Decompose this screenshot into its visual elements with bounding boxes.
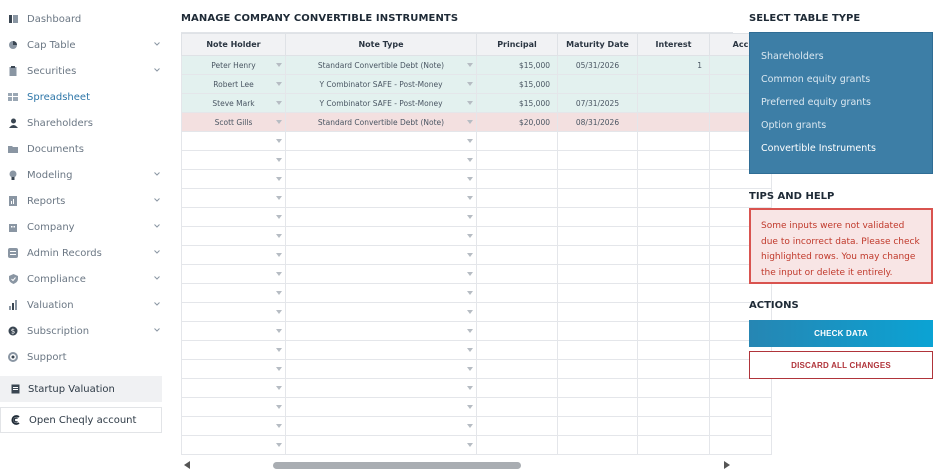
interest-cell[interactable]	[638, 75, 710, 94]
principal-cell-value: $15,000	[518, 79, 550, 89]
dropdown-arrow-icon[interactable]	[467, 177, 473, 181]
note-holder-cell[interactable]	[182, 132, 286, 151]
maturity-date-cell[interactable]	[558, 322, 638, 341]
sidebar-item-label: Valuation	[27, 299, 74, 311]
maturity-date-cell[interactable]	[558, 436, 638, 455]
principal-cell[interactable]	[477, 303, 558, 322]
sidebar-item-label: Documents	[27, 143, 85, 155]
sidebar-item-valuation[interactable]	[0, 292, 165, 318]
sidebar-item-label: Modeling	[27, 169, 73, 181]
principal-cell[interactable]	[477, 379, 558, 398]
note-holder-cell-value: Steve Mark	[212, 98, 255, 108]
folder-icon	[8, 144, 18, 154]
chevron-down-icon[interactable]	[153, 170, 161, 178]
sidebar-item-label: Support	[27, 351, 67, 363]
note-type-cell[interactable]	[286, 303, 477, 322]
sidebar-item-label: Securities	[27, 65, 77, 77]
sidebar-item-company[interactable]	[0, 214, 165, 240]
note-holder-cell-value: Scott Gills	[214, 117, 253, 127]
note-holder-cell[interactable]	[182, 379, 286, 398]
interest-cell[interactable]	[638, 189, 710, 208]
note-type-cell[interactable]	[286, 113, 477, 132]
empty-row[interactable]	[182, 227, 772, 246]
chevron-down-icon[interactable]	[153, 274, 161, 282]
empty-row[interactable]	[182, 284, 772, 303]
principal-cell[interactable]	[477, 417, 558, 436]
interest-cell[interactable]	[638, 417, 710, 436]
principal-cell-value: $15,000	[518, 60, 550, 70]
note-holder-cell[interactable]	[182, 436, 286, 455]
building-icon	[8, 222, 18, 232]
interest-cell[interactable]	[638, 94, 710, 113]
chevron-down-icon[interactable]	[153, 300, 161, 308]
column-header[interactable]: Interest	[638, 34, 710, 56]
maturity-date-cell[interactable]	[558, 227, 638, 246]
empty-row[interactable]	[182, 246, 772, 265]
principal-cell-value: $20,000	[518, 117, 550, 127]
principal-cell[interactable]	[477, 151, 558, 170]
dropdown-arrow-icon[interactable]	[467, 405, 473, 409]
startup-valuation-button[interactable]	[0, 376, 162, 402]
interest-cell[interactable]	[638, 113, 710, 132]
note-type-cell[interactable]	[286, 208, 477, 227]
table-row[interactable]	[182, 75, 772, 94]
principal-cell[interactable]	[477, 284, 558, 303]
maturity-date-cell[interactable]	[558, 56, 638, 75]
note-type-cell[interactable]	[286, 246, 477, 265]
acc-cell[interactable]	[710, 417, 772, 436]
sidebar-item-label: Reports	[27, 195, 66, 207]
interest-cell[interactable]	[638, 436, 710, 455]
dropdown-arrow-icon[interactable]	[467, 234, 473, 238]
note-type-cell-value: Y Combinator SAFE - Post-Money	[319, 79, 443, 89]
empty-row[interactable]	[182, 151, 772, 170]
dropdown-arrow-icon[interactable]	[276, 329, 282, 333]
maturity-date-cell[interactable]	[558, 113, 638, 132]
interest-cell[interactable]	[638, 341, 710, 360]
dropdown-arrow-icon[interactable]	[467, 386, 473, 390]
maturity-date-cell[interactable]	[558, 417, 638, 436]
shield-check-icon	[8, 274, 18, 284]
dropdown-arrow-icon[interactable]	[467, 215, 473, 219]
principal-cell[interactable]	[477, 113, 558, 132]
note-type-cell[interactable]	[286, 265, 477, 284]
interest-cell-value: 1	[697, 60, 702, 70]
note-type-cell[interactable]	[286, 379, 477, 398]
note-type-cell[interactable]	[286, 341, 477, 360]
pie-chart-icon	[8, 40, 18, 50]
note-holder-cell[interactable]	[182, 417, 286, 436]
note-type-cell[interactable]	[286, 417, 477, 436]
interest-cell[interactable]	[638, 56, 710, 75]
note-holder-cell[interactable]	[182, 75, 286, 94]
dropdown-arrow-icon[interactable]	[276, 424, 282, 428]
dropdown-arrow-icon[interactable]	[467, 310, 473, 314]
dropdown-arrow-icon[interactable]	[467, 329, 473, 333]
dropdown-arrow-icon[interactable]	[276, 367, 282, 371]
table-type-preferred-equity-grants[interactable]: Preferred equity grants	[761, 97, 871, 108]
sidebar-item-label: Compliance	[27, 273, 86, 285]
interest-cell[interactable]	[638, 246, 710, 265]
empty-row[interactable]	[182, 189, 772, 208]
sidebar-item-label: Spreadsheet	[27, 91, 90, 103]
note-type-cell[interactable]	[286, 94, 477, 113]
admin-icon	[8, 248, 18, 258]
dropdown-arrow-icon[interactable]	[276, 291, 282, 295]
interest-cell[interactable]	[638, 265, 710, 284]
tips-title: TIPS AND HELP	[749, 191, 835, 202]
column-header[interactable]: Maturity Date	[558, 34, 638, 56]
table-row[interactable]	[182, 56, 772, 75]
note-holder-cell[interactable]	[182, 398, 286, 417]
note-holder-cell[interactable]	[182, 284, 286, 303]
note-type-cell[interactable]	[286, 132, 477, 151]
note-holder-cell[interactable]	[182, 151, 286, 170]
maturity-date-cell-value: 05/31/2026	[575, 60, 620, 70]
note-type-cell[interactable]	[286, 284, 477, 303]
principal-cell[interactable]	[477, 208, 558, 227]
report-icon	[8, 196, 18, 206]
acc-cell[interactable]	[710, 398, 772, 417]
empty-row[interactable]	[182, 265, 772, 284]
dropdown-arrow-icon[interactable]	[276, 405, 282, 409]
interest-cell[interactable]	[638, 227, 710, 246]
interest-cell[interactable]	[638, 208, 710, 227]
note-type-cell[interactable]	[286, 56, 477, 75]
chevron-down-icon[interactable]	[153, 222, 161, 230]
horizontal-scrollbar[interactable]	[181, 459, 733, 471]
discard-all-changes-button[interactable]: DISCARD ALL CHANGES	[749, 351, 933, 379]
principal-cell[interactable]	[477, 94, 558, 113]
scroll-left-arrow-icon[interactable]	[184, 461, 190, 469]
dropdown-arrow-icon[interactable]	[467, 443, 473, 447]
note-type-cell[interactable]	[286, 75, 477, 94]
sidebar-item-securities[interactable]	[0, 58, 165, 84]
dropdown-arrow-icon[interactable]	[467, 291, 473, 295]
interest-cell[interactable]	[638, 322, 710, 341]
sidebar-item-support[interactable]	[0, 344, 165, 370]
sidebar-item-admin-records[interactable]	[0, 240, 165, 266]
principal-cell[interactable]	[477, 322, 558, 341]
table-type-option-grants[interactable]: Option grants	[761, 120, 827, 131]
note-holder-cell[interactable]	[182, 303, 286, 322]
column-header[interactable]: Note Type	[286, 34, 477, 56]
chevron-down-icon[interactable]	[153, 326, 161, 334]
note-holder-cell[interactable]	[182, 246, 286, 265]
dropdown-arrow-icon[interactable]	[467, 348, 473, 352]
principal-cell[interactable]	[477, 436, 558, 455]
principal-cell[interactable]	[477, 56, 558, 75]
table-type-convertible-instruments[interactable]: Convertible Instruments	[761, 143, 876, 154]
sidebar-item-shareholders[interactable]	[0, 110, 165, 136]
interest-cell[interactable]	[638, 379, 710, 398]
maturity-date-cell[interactable]	[558, 208, 638, 227]
note-holder-cell[interactable]	[182, 56, 286, 75]
dropdown-arrow-icon[interactable]	[276, 101, 282, 105]
interest-cell[interactable]	[638, 360, 710, 379]
empty-row[interactable]	[182, 436, 772, 455]
sidebar-item-reports[interactable]	[0, 188, 165, 214]
dropdown-arrow-icon[interactable]	[276, 139, 282, 143]
dropdown-arrow-icon[interactable]	[467, 272, 473, 276]
chevron-down-icon[interactable]	[153, 196, 161, 204]
actions-title: ACTIONS	[749, 300, 799, 311]
svg-text:$: $	[10, 327, 16, 336]
chevron-down-icon[interactable]	[153, 248, 161, 256]
person-icon	[8, 118, 18, 128]
dropdown-arrow-icon[interactable]	[276, 177, 282, 181]
chevron-down-icon[interactable]	[153, 40, 161, 48]
sidebar-item-subscription[interactable]	[0, 318, 165, 344]
note-holder-cell[interactable]	[182, 227, 286, 246]
dropdown-arrow-icon[interactable]	[467, 158, 473, 162]
scrollbar-thumb[interactable]	[273, 462, 521, 469]
check-data-button[interactable]: CHECK DATA	[749, 320, 933, 347]
dropdown-arrow-icon[interactable]	[276, 310, 282, 314]
note-holder-cell-value: Robert Lee	[213, 79, 254, 89]
interest-cell[interactable]	[638, 170, 710, 189]
note-holder-cell[interactable]	[182, 265, 286, 284]
maturity-date-cell[interactable]	[558, 284, 638, 303]
note-type-cell-value: Standard Convertible Debt (Note)	[317, 117, 445, 127]
maturity-date-cell[interactable]	[558, 341, 638, 360]
dropdown-arrow-icon[interactable]	[276, 272, 282, 276]
note-type-cell[interactable]	[286, 170, 477, 189]
empty-row[interactable]	[182, 170, 772, 189]
column-header[interactable]: Note Holder	[182, 34, 286, 56]
table-row[interactable]	[182, 113, 772, 132]
startup-valuation-label: Startup Valuation	[28, 383, 115, 395]
maturity-date-cell[interactable]	[558, 303, 638, 322]
note-type-cell[interactable]	[286, 398, 477, 417]
note-holder-cell[interactable]	[182, 322, 286, 341]
table-type-shareholders[interactable]: Shareholders	[761, 51, 824, 62]
dropdown-arrow-icon[interactable]	[276, 196, 282, 200]
principal-cell-value: $15,000	[518, 98, 550, 108]
open-cheqly-label: Open Cheqly account	[29, 414, 137, 426]
principal-cell[interactable]	[477, 341, 558, 360]
dropdown-arrow-icon[interactable]	[276, 234, 282, 238]
select-table-type-title: SELECT TABLE TYPE	[749, 13, 861, 24]
support-icon	[8, 352, 18, 362]
principal-cell[interactable]	[477, 75, 558, 94]
maturity-date-cell[interactable]	[558, 132, 638, 151]
note-type-cell[interactable]	[286, 151, 477, 170]
empty-row[interactable]	[182, 341, 772, 360]
dropdown-arrow-icon[interactable]	[276, 63, 282, 67]
spreadsheet-grid[interactable]	[181, 32, 749, 457]
sidebar-item-label: Subscription	[27, 325, 90, 337]
maturity-date-cell[interactable]	[558, 265, 638, 284]
note-holder-cell[interactable]	[182, 170, 286, 189]
table-type-list	[749, 32, 933, 174]
maturity-date-cell[interactable]	[558, 94, 638, 113]
column-header[interactable]: Acc	[710, 34, 772, 56]
principal-cell[interactable]	[477, 189, 558, 208]
empty-row[interactable]	[182, 322, 772, 341]
chevron-down-icon[interactable]	[153, 66, 161, 74]
spreadsheet-icon	[8, 92, 18, 102]
dropdown-arrow-icon[interactable]	[467, 101, 473, 105]
note-type-cell[interactable]	[286, 436, 477, 455]
dropdown-arrow-icon[interactable]	[276, 443, 282, 447]
sidebar	[0, 0, 165, 473]
note-holder-cell[interactable]	[182, 94, 286, 113]
scroll-right-arrow-icon[interactable]	[724, 461, 730, 469]
dropdown-arrow-icon[interactable]	[276, 158, 282, 162]
validation-error-message: Some inputs were not validated due to incorrect data. Please check highlighted rows. You may change the input or delete it entirely.	[749, 208, 933, 284]
empty-row[interactable]	[182, 417, 772, 436]
sidebar-item-documents[interactable]	[0, 136, 165, 162]
sidebar-item-modeling[interactable]	[0, 162, 165, 188]
page-title: MANAGE COMPANY CONVERTIBLE INSTRUMENTS	[181, 13, 459, 24]
sidebar-item-cap-table[interactable]	[0, 32, 165, 58]
open-cheqly-button[interactable]	[0, 407, 162, 433]
note-holder-cell[interactable]	[182, 360, 286, 379]
dropdown-arrow-icon[interactable]	[276, 253, 282, 257]
note-holder-cell-value: Peter Henry	[211, 60, 256, 70]
interest-cell[interactable]	[638, 284, 710, 303]
dropdown-arrow-icon[interactable]	[467, 120, 473, 124]
principal-cell[interactable]	[477, 132, 558, 151]
dropdown-arrow-icon[interactable]	[467, 424, 473, 428]
principal-cell[interactable]	[477, 265, 558, 284]
empty-row[interactable]	[182, 398, 772, 417]
column-header[interactable]: Principal	[477, 34, 558, 56]
acc-cell[interactable]	[710, 379, 772, 398]
principal-cell[interactable]	[477, 398, 558, 417]
empty-row[interactable]	[182, 132, 772, 151]
lightbulb-icon	[8, 170, 18, 180]
note-holder-cell[interactable]	[182, 208, 286, 227]
note-type-cell[interactable]	[286, 360, 477, 379]
dropdown-arrow-icon[interactable]	[467, 367, 473, 371]
dropdown-arrow-icon[interactable]	[467, 63, 473, 67]
sidebar-item-label: Shareholders	[27, 117, 93, 129]
dropdown-arrow-icon[interactable]	[276, 82, 282, 86]
sidebar-item-label: Dashboard	[27, 13, 82, 25]
acc-cell[interactable]	[710, 436, 772, 455]
empty-row[interactable]	[182, 360, 772, 379]
note-holder-cell[interactable]	[182, 189, 286, 208]
empty-row[interactable]	[182, 208, 772, 227]
maturity-date-cell-value: 08/31/2026	[575, 117, 620, 127]
sidebar-item-label: Company	[27, 221, 75, 233]
dropdown-arrow-icon[interactable]	[276, 120, 282, 124]
dropdown-arrow-icon[interactable]	[276, 348, 282, 352]
note-type-cell[interactable]	[286, 322, 477, 341]
note-holder-cell[interactable]	[182, 341, 286, 360]
sidebar-item-dashboard[interactable]	[0, 6, 165, 32]
dashboard-icon	[8, 14, 18, 24]
dropdown-arrow-icon[interactable]	[467, 139, 473, 143]
maturity-date-cell-value: 07/31/2025	[575, 98, 620, 108]
maturity-date-cell[interactable]	[558, 246, 638, 265]
dropdown-arrow-icon[interactable]	[467, 253, 473, 257]
sidebar-item-spreadsheet[interactable]	[0, 84, 165, 110]
maturity-date-cell[interactable]	[558, 189, 638, 208]
sidebar-item-label: Cap Table	[27, 39, 76, 51]
table-row[interactable]	[182, 94, 772, 113]
maturity-date-cell[interactable]	[558, 379, 638, 398]
cheqly-logo-icon	[11, 415, 21, 425]
note-type-cell-value: Standard Convertible Debt (Note)	[317, 60, 445, 70]
note-type-cell-value: Y Combinator SAFE - Post-Money	[319, 98, 443, 108]
valuation-icon	[8, 300, 18, 310]
interest-cell[interactable]	[638, 151, 710, 170]
principal-cell[interactable]	[477, 170, 558, 189]
document-icon	[10, 384, 20, 394]
principal-cell[interactable]	[477, 360, 558, 379]
sidebar-item-compliance[interactable]	[0, 266, 165, 292]
dropdown-arrow-icon[interactable]	[276, 386, 282, 390]
clipboard-icon	[8, 66, 18, 76]
interest-cell[interactable]	[638, 303, 710, 322]
table-type-common-equity-grants[interactable]: Common equity grants	[761, 74, 871, 85]
empty-row[interactable]	[182, 303, 772, 322]
interest-cell[interactable]	[638, 132, 710, 151]
note-type-cell[interactable]	[286, 227, 477, 246]
note-type-cell[interactable]	[286, 189, 477, 208]
interest-cell[interactable]	[638, 398, 710, 417]
maturity-date-cell[interactable]	[558, 360, 638, 379]
dropdown-arrow-icon[interactable]	[276, 215, 282, 219]
dropdown-arrow-icon[interactable]	[467, 82, 473, 86]
maturity-date-cell[interactable]	[558, 398, 638, 417]
dropdown-arrow-icon[interactable]	[467, 196, 473, 200]
principal-cell[interactable]	[477, 246, 558, 265]
maturity-date-cell[interactable]	[558, 151, 638, 170]
principal-cell[interactable]	[477, 227, 558, 246]
sidebar-item-label: Admin Records	[27, 247, 102, 259]
dollar-icon	[8, 326, 18, 336]
empty-row[interactable]	[182, 379, 772, 398]
maturity-date-cell[interactable]	[558, 170, 638, 189]
note-holder-cell[interactable]	[182, 113, 286, 132]
maturity-date-cell[interactable]	[558, 75, 638, 94]
